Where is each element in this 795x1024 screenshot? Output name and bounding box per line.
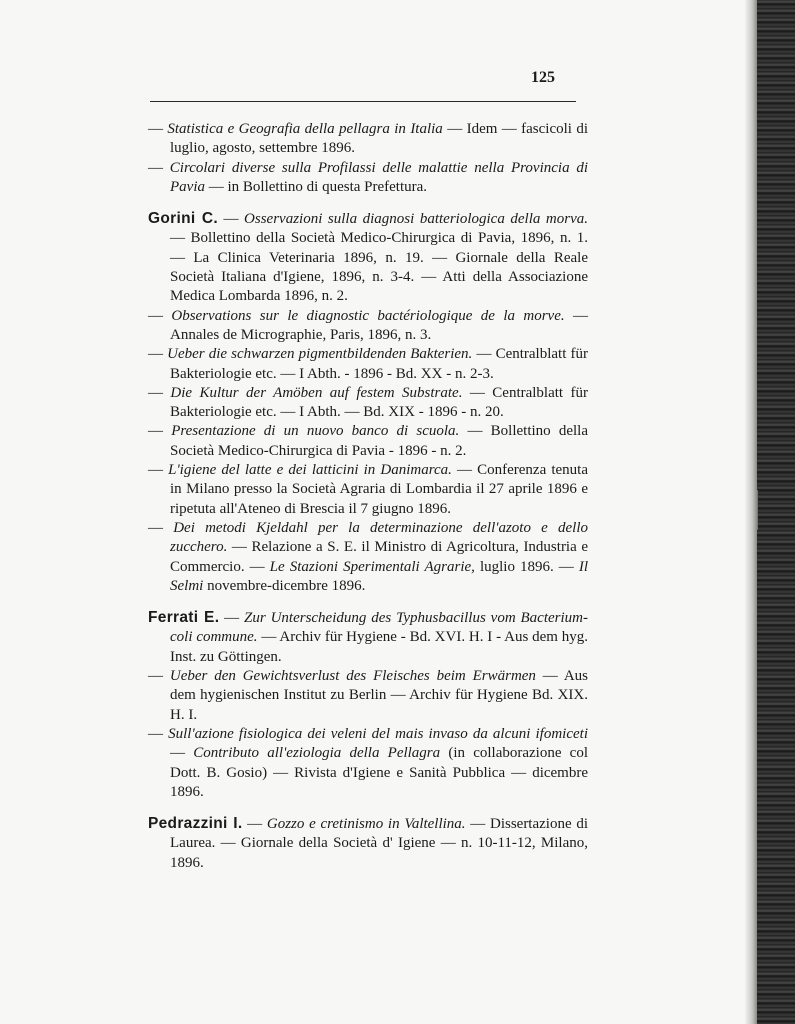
entry-details: — Idem — fascicoli di luglio, agosto, settembre 1896. [170,121,589,157]
entry-journal-title: Il Selmi [170,558,588,594]
entry-dash: — [219,610,245,627]
entry-dash: — [148,462,169,479]
author-name: Gorini C. [148,210,218,228]
bibliography-entry [148,120,588,159]
entry-details: — Archiv für Hygiene - Bd. XVI. H. I - Aus dem hyg. Inst. zu Göttingen. [170,629,588,665]
bibliography-entry [148,608,588,667]
author-name: Ferrati E. [148,609,220,627]
entry-title: Sull'azione fisiologica dei veleni del mais invaso da alcuni ifomiceti [168,725,588,742]
entry-details: — Bollettino della Società Medico-Chirurgica di Pavia - 1896 - n. 2. [170,423,589,459]
entry-dash: — [148,384,171,401]
entry-dash: — [148,346,168,363]
entry-dash: — [242,816,267,833]
entry-dash: — [148,423,172,440]
entry-details: — Aus dem hygienischen Institut zu Berlin — Archiv für Hygiene Bd. XIX. H. I. [170,668,588,723]
bibliography-entry [148,814,588,873]
entry-title: Gozzo e cretinismo in Valtellina. [266,816,466,833]
entry-journal-title: Le Stazioni Sperimentali Agrarie, [269,558,475,575]
entry-title: Observations sur le diagnostic bactériologique de la morve. [171,307,565,324]
entry-dash: — [148,121,168,137]
bibliography-content [148,120,588,885]
bibliography-block-gorini [148,209,588,596]
entry-title: Presentazione di un nuovo banco di scuola. [171,423,460,440]
entry-dash: — [148,159,170,176]
entry-title: Ueber die schwarzen pigmentbildenden Bakterien. [167,346,473,363]
entry-dash: — [148,519,174,536]
bibliography-entry [148,461,588,519]
entry-dash: — [148,668,170,685]
bibliography-entry [148,209,588,306]
bibliography-block-ferrati [148,608,588,802]
entry-details: — Annales de Micrographie, Paris, 1896, n. 3. [170,307,589,343]
bibliography-block-continuation [148,120,588,197]
entry-title: Ueber den Gewichtsverlust des Fleisches beim Erwärmen [169,668,536,685]
entry-dash: — [148,307,172,324]
entry-details: (in collaborazione col Dott. B. Gosio) — Rivista d'Igiene e Sanità Pubblica — dicembre 1896. [170,745,589,800]
entry-title: Circolari diverse sulla Profilassi delle malattie nella Provincia di Pavia [169,159,589,195]
entry-title: L'igiene del latte e dei latticini in Danimarca. [168,462,452,479]
entry-details: luglio 1896. — [474,558,579,575]
entry-title: Osservazioni sulla diagnosi batteriologica della morva. [244,211,588,228]
entry-details: — in Bollettino di questa Prefettura. [205,178,428,195]
bibliography-entry [148,307,588,346]
bibliography-entry [148,667,588,725]
entry-title: Statistica e Geografia della pellagra in Italia [167,121,443,137]
bibliography-entry [148,345,588,384]
entry-dash: — [217,211,245,228]
entry-title: Zur Unterscheidung des Typhusbacillus vom Bacterium-coli commune. [170,610,588,646]
bibliography-entry [148,159,588,198]
author-name: Pedrazzini I. [148,815,243,833]
bibliography-entry [148,422,588,461]
header-rule [150,101,576,102]
entry-dash: — [148,725,169,742]
entry-details: novembre-dicembre 1896. [203,577,366,594]
entry-details: — Bollettino della Società Medico-Chirurgica di Pavia, 1896, n. 1. — La Clinica Veterinaria 1896, n. 19. — Giornale della Reale Società Italiana d'Igiene, 1896, n. 3-4. — Atti della Associazione Medica Lombarda 1896, n. 2. [170,230,588,305]
book-binding [757,0,795,1024]
entry-title: Dei metodi Kjeldahl per la determinazione dell'azoto e dello zucchero. [170,519,589,556]
entry-title: Contributo all'eziologia della Pellagra [193,745,441,762]
entry-details: — Relazione a S. E. il Ministro di Agricoltura, Industria e Commercio. — [170,539,588,575]
entry-details: — Conferenza tenuta in Milano presso la Società Agraria di Lombardia il 27 aprile 1896 e ripetuta all'Ateneo di Brescia il 7 giugno 1896. [170,462,588,517]
bibliography-entry [148,725,588,802]
margin-mark [757,490,762,530]
entry-details: — Centralblatt für Bakteriologie etc. — I Abth. — Bd. XIX - 1896 - n. 20. [170,384,588,421]
bibliography-entry [148,519,588,596]
bibliography-block-pedrazzini [148,814,588,873]
entry-details: — Centralblatt für Bakteriologie etc. — I Abth. - 1896 - Bd. XX - n. 2-3. [170,346,588,382]
page-number: 125 [531,69,555,86]
entry-details: — [170,745,194,762]
entry-details: — Dissertazione di Laurea. — Giornale della Società d' Igiene — n. 10-11-12, Milano, 1896. [170,816,588,871]
entry-title: Die Kultur der Amöben auf festem Substrate. [170,384,463,401]
bibliography-entry [148,384,588,423]
page-edge-shadow [745,0,757,1024]
